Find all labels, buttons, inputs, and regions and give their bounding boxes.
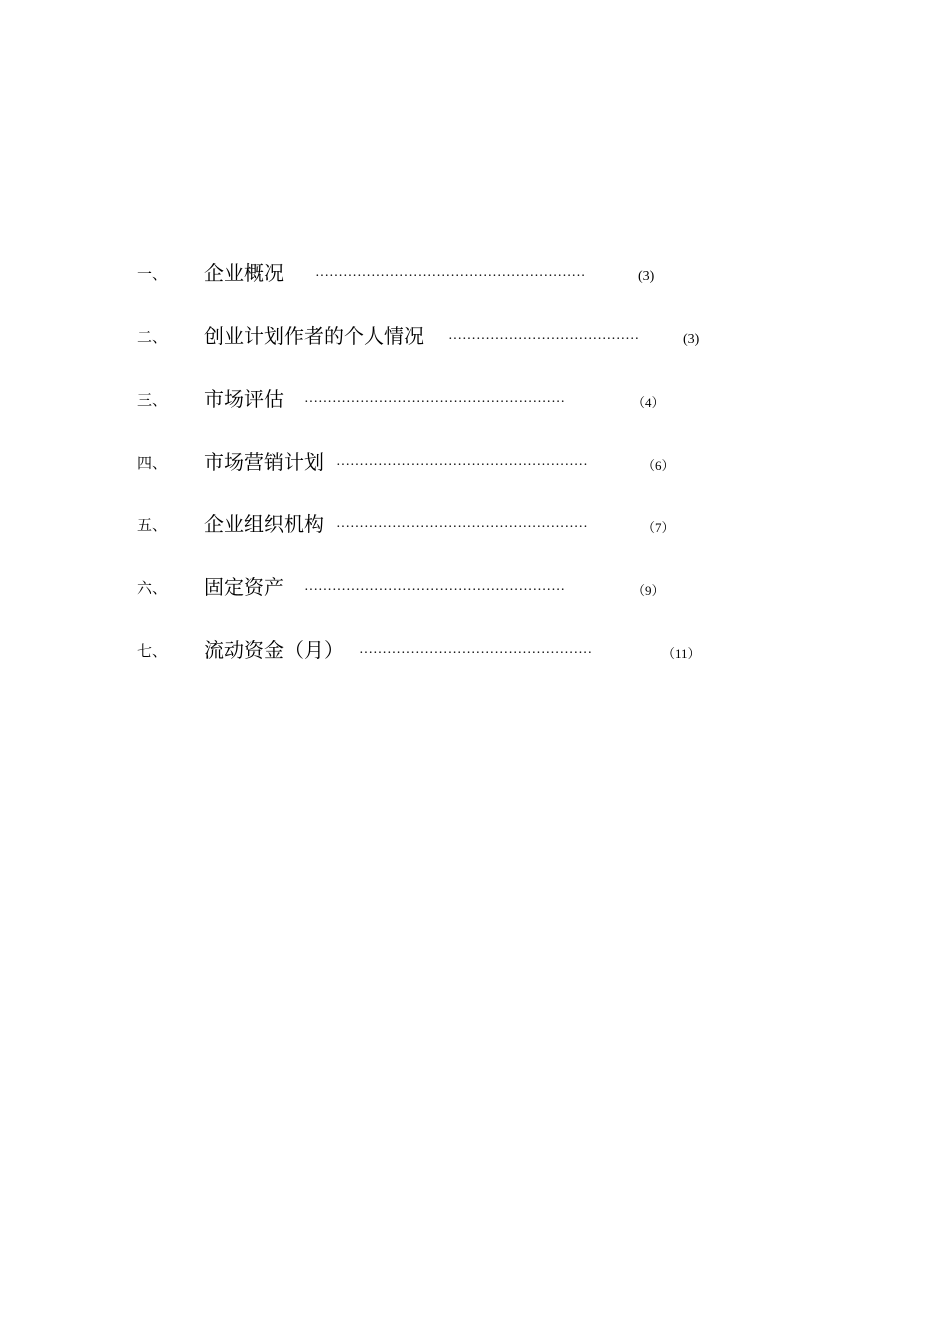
toc-leader-dots: ························································ (304, 584, 566, 598)
toc-entry-title: 固定资产 (204, 575, 284, 599)
toc-entry-2[interactable] (0, 311, 950, 351)
toc-entry-title: 企业组织机构 (204, 512, 324, 536)
toc-entry-number: 三、 (137, 391, 168, 409)
toc-page-number: （7） (642, 520, 675, 535)
toc-entry-title: 企业概况 (204, 261, 284, 285)
toc-entry-title: 创业计划作者的个人情况 (204, 324, 424, 348)
toc-entry-6[interactable] (0, 562, 950, 602)
toc-entry-5[interactable] (0, 499, 950, 539)
toc-page-number: (3) (683, 332, 700, 347)
toc-entry-3[interactable] (0, 374, 950, 414)
toc-leader-dots: ·················································· (359, 647, 593, 661)
toc-leader-dots: ······················································ (336, 459, 588, 473)
toc-page-number: （4） (632, 395, 665, 410)
toc-page-number: （6） (642, 458, 675, 473)
toc-entry-title: 市场营销计划 (204, 450, 324, 474)
toc-leader-dots: ······················································ (336, 521, 588, 535)
toc-entry-number: 二、 (137, 328, 168, 346)
toc-leader-dots: ························································ (304, 396, 566, 410)
toc-leader-dots: ·························································· (315, 270, 586, 284)
toc-entry-7[interactable] (0, 625, 950, 665)
toc-entry-number: 七、 (137, 642, 168, 660)
toc-entry-1[interactable] (0, 248, 950, 288)
toc-entry-number: 五、 (137, 516, 168, 534)
toc-entry-4[interactable] (0, 437, 950, 477)
toc-leader-dots: ········································· (448, 333, 640, 347)
toc-page-number: （9） (632, 583, 665, 598)
toc-entry-title: 流动资金（月） (204, 638, 344, 662)
toc-page-number: (3) (638, 269, 655, 284)
toc-entry-number: 一、 (137, 265, 168, 283)
toc-page-number: （11） (662, 646, 701, 661)
toc-entry-number: 六、 (137, 579, 168, 597)
toc-entry-number: 四、 (137, 454, 168, 472)
toc-entry-title: 市场评估 (204, 387, 284, 411)
